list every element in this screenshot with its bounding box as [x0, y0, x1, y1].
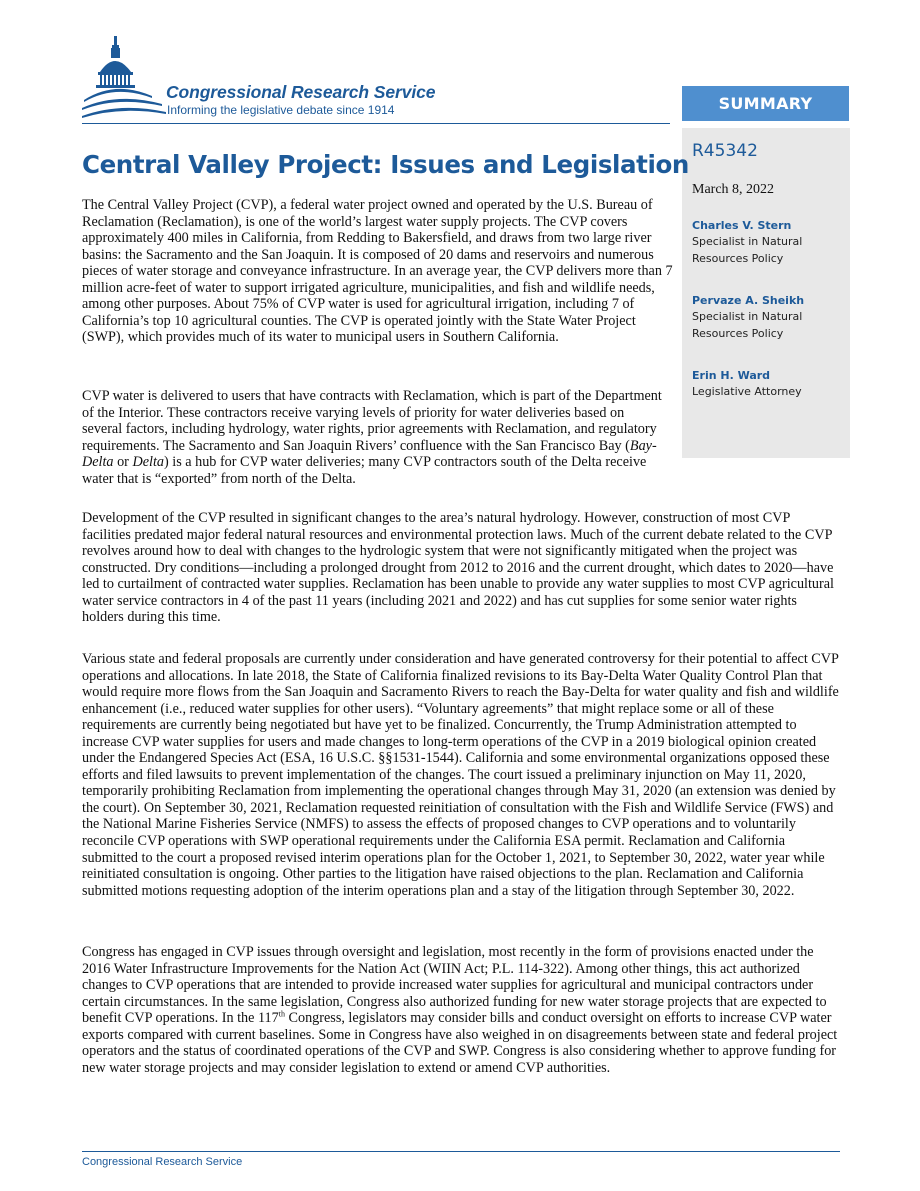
body-paragraph: The Central Valley Project (CVP), a federal water project owned and operated by the U.S. Bureau of Reclamation (Reclamation), is one of the world’s largest water supply projects. The CVP covers approximately 400 miles in California, from Redding to Bakersfield, and draws from two large river basins: the Sacramento and the San Joaquin. It is composed of 20 dams and reservoirs and numerous pieces of water storage and conveyance infrastructure. In an average year, the CVP delivers more than 7 million acre-feet of water to support irrigated agriculture, municipalities, and fish and wildlife needs, among other purposes. About 75% of CVP water is used for agricultural irrigation, including 7 of California’s top 10 agricultural counties. The CVP is operated jointly with the State Water Project (SWP), which provides much of its water to municipal users in Southern California.: [82, 197, 673, 346]
author-title: Specialist in Natural Resources Policy: [692, 235, 803, 265]
italic-term: Delta: [132, 454, 164, 471]
author-block: [692, 218, 832, 267]
author-block: [692, 368, 832, 401]
italic-term: Bay-Delta: [82, 437, 657, 471]
summary-banner: SUMMARY: [682, 86, 849, 121]
capitol-dome-icon: [82, 34, 166, 120]
body-paragraph: Various state and federal proposals are currently under consideration and have generated controversy for their potential to affect CVP operations and allocations. In late 2018, the State of California finalized revisions to its Bay-Delta Water Quality Control Plan that would require more flows from the San Joaquin and Sacramento Rivers to reach the Bay-Delta for water quality and fish and wildlife enhancement (i.e., reduced water supplies for other users). “Voluntary agreements” that might replace some or all of these requirements are currently being negotiated but have yet to be finalized. Concurrently, the Trump Administration attempted to increase CVP water supplies for users and made changes to long-term operations of the CVP in a 2019 biological opinion created under the Endangered Species Act (ESA, 16 U.S.C. §§1531-1544). California and some environmental organizations opposed these efforts and filed lawsuits to prevent implementation of the changes. The court issued a preliminary injunction on May 11, 2020, temporarily prohibiting Reclamation from implementing the operational changes through May 31, 2020 (an extension was denied by the court). On September 30, 2021, Reclamation requested reinitiation of consultation with the Fish and Wildlife Service (FWS) and the National Marine Fisheries Service (NMFS) to assess the effects of proposed changes to CVP operations and to voluntarily reconcile CVP operations with SWP operational requirements under the California ESA permit. Reclamation and California submitted to the court a proposed revised interim operations plan for the October 1, 2021, to September 30, 2022, water year while reinitiated consultation is ongoing. Other parties to the litigation have raised objections to the plan. Reclamation and California submitted motions requesting adoption of the interim operations plan and a stay of the litigation through September 30, 2022.: [82, 651, 839, 899]
crs-logo: [82, 34, 472, 124]
body-paragraph: Development of the CVP resulted in significant changes to the area’s natural hydrology. However, construction of most CVP facilities predated major federal natural resources and environmental protection laws. Much of the current debate related to the CVP revolves around how to deal with changes to the hydrologic system that were not significantly mitigated when the project was constructed. Dry conditions—including a prolonged drought from 2012 to 2016 and the current drought, which dates to 2020—have led to curtailment of contracted water supplies. Reclamation has been unable to provide any water supplies to most CVP agricultural water service contractors in 4 of the past 11 years (including 2021 and 2022) and has cut supplies for some senior water rights holders during this time.: [82, 510, 834, 626]
body-paragraph: Congress has engaged in CVP issues through oversight and legislation, most recently in the form of provisions enacted under the 2016 Water Infrastructure Improvements for the Nation Act (WIIN Act; P.L. 114-322). Among other things, this act authorized changes to CVP operations that are intended to provide increased water supplies for agricultural and municipal contractors under certain circumstances. In the same legislation, Congress also authorized funding for new water storage projects that are expected to benefit CVP operations. In the 117th Congress, legislators may consider bills and conduct oversight on efforts to increase CVP water exports compared with current baselines. Some in Congress have also weighed in on disagreements between state and federal project operators and the status of coordinated operations of the CVP and SWP. Congress is also considering whether to approve funding for new water storage projects and may consider legislation to extend or amend CVP authorities.: [82, 944, 838, 1076]
page-title: Central Valley Project: Issues and Legislation: [82, 150, 689, 179]
footer-text: Congressional Research Service: [82, 1156, 243, 1168]
author-name: Pervaze A. Sheikh: [692, 294, 805, 307]
author-block: [692, 293, 832, 342]
report-date: March 8, 2022: [692, 182, 775, 197]
summary-sidebar: [682, 128, 850, 458]
author-name: Erin H. Ward: [692, 369, 771, 382]
author-title: Legislative Attorney: [692, 385, 802, 398]
author-title: Specialist in Natural Resources Policy: [692, 310, 803, 340]
superscript: th: [278, 1009, 285, 1019]
footer-divider: [82, 1151, 840, 1152]
header-divider: [82, 123, 670, 124]
report-number: R45342: [692, 141, 758, 161]
org-tagline: Informing the legislative debate since 1914: [167, 103, 395, 117]
author-name: Charles V. Stern: [692, 219, 792, 232]
body-paragraph: CVP water is delivered to users that have contracts with Reclamation, which is part of the Department of the Interior. These contractors receive varying levels of priority for water deliveries based on several factors, including hydrology, water rights, prior agreements with Reclamation, and regulatory requirements. The Sacramento and San Joaquin Rivers’ confluence with the San Francisco Bay (Bay-Delta or Delta) is a hub for CVP water deliveries; many CVP contractors south of the Delta receive water that is “exported” from north of the Delta.: [82, 388, 662, 487]
org-name: Congressional Research Service: [166, 82, 436, 102]
